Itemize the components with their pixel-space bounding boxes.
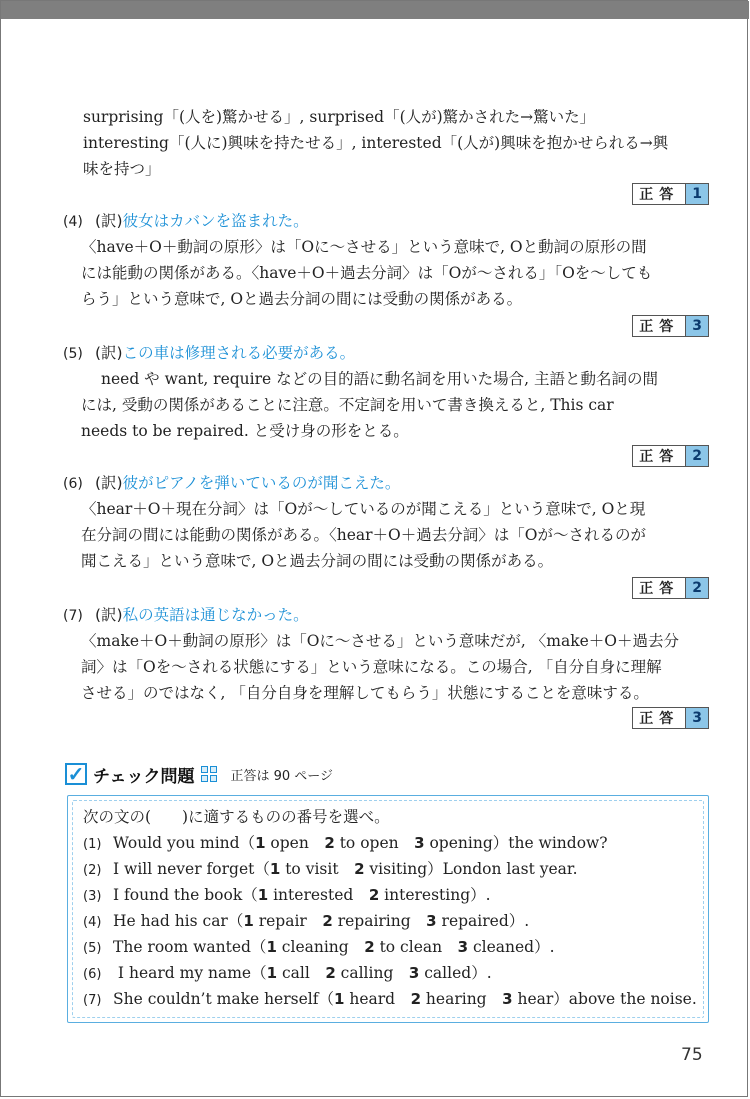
- exercise-item-1: (1) Would you mind（1 open 2 to open 3 opening）the window?: [83, 834, 608, 852]
- checkmark-icon: ✓: [65, 763, 87, 785]
- exercise-item-6: (6) I heard my name（1 call 2 calling 3 called）.: [83, 964, 492, 982]
- check-section-heading: [65, 761, 333, 787]
- top-gutter: [1, 1, 749, 19]
- exercise-item-4: (4) He had his car（1 repair 2 repairing 3 repaired）.: [83, 912, 530, 930]
- question-4-heading: (4) (訳)彼女はカバンを盗まれた。: [63, 212, 309, 230]
- question-5-heading: (5) (訳)この車は修理される必要がある。: [63, 344, 356, 362]
- answer-badge-5: 正答 2: [1, 445, 709, 467]
- exercise-item-2: (2) I will never forget（1 to visit 2 visiting）London last year.: [83, 860, 578, 878]
- question-5-translation: この車は修理される必要がある。: [122, 344, 356, 362]
- intro-line-2: interesting「(人に)興味を持たせる」, interested「(人が)興味を抱かせられる→興: [83, 134, 669, 152]
- question-6-line-2: 在分詞の間には能動の関係がある。〈hear＋O＋過去分詞〉は「Oが～されるのが: [81, 526, 646, 544]
- question-6-heading: (6) (訳)彼がピアノを弾いているのが聞こえた。: [63, 474, 401, 492]
- exercise-item-7: (7) She couldn’t make herself（1 heard 2 hearing 3 hear）above the noise.: [83, 990, 697, 1008]
- question-5-line-3: needs to be repaired. と受け身の形をとる。: [81, 422, 409, 440]
- question-4-line-3: らう」という意味で, Oと過去分詞の間には受動の関係がある。: [81, 290, 523, 308]
- question-7-translation: 私の英語は通じなかった。: [122, 606, 309, 624]
- answer-badge-1: 正答 1: [1, 183, 709, 205]
- exercise-item-5: (5) The room wanted（1 cleaning 2 to clean 3 cleaned）.: [83, 938, 555, 956]
- question-6-translation: 彼がピアノを弾いているのが聞こえた。: [122, 474, 401, 492]
- question-4-line-1: 〈have＋O＋動詞の原形〉は「Oに～させる」という意味で, Oと動詞の原形の間: [81, 238, 647, 256]
- grid-icon: [201, 766, 217, 782]
- question-6-line-3: 聞こえる」という意味で, Oと過去分詞の間には受動の関係がある。: [81, 552, 554, 570]
- question-4-translation: 彼女はカバンを盗まれた。: [122, 212, 309, 230]
- question-6-line-1: 〈hear＋O＋現在分詞〉は「Oが～しているのが聞こえる」という意味で, Oと現: [81, 500, 646, 518]
- question-7-heading: (7) (訳)私の英語は通じなかった。: [63, 606, 309, 624]
- intro-line-1: surprising「(人を)驚かせる」, surprised「(人が)驚かされた→驚いた」: [83, 108, 596, 126]
- page-number: 75: [681, 1045, 703, 1065]
- question-5-line-2: には, 受動の関係があることに注意。不定詞を用いて書き換えると, This car: [81, 396, 614, 414]
- question-7-line-3: させる」のではなく, 「自分自身を理解してもらう」状態にすることを意味する。: [81, 684, 649, 702]
- answer-badge-4: 正答 3: [1, 315, 709, 337]
- answer-badge-6: 正答 2: [1, 577, 709, 599]
- check-title: チェック問題: [93, 766, 195, 787]
- exercise-instruction: 次の文の( )に適するものの番号を選べ。: [83, 808, 390, 826]
- check-answer-page: 正答は 90 ページ: [230, 768, 334, 784]
- question-7-line-2: 詞〉は「Oを～される状態にする」という意味になる。この場合, 「自分自身に理解: [81, 658, 662, 676]
- question-7-line-1: 〈make＋O＋動詞の原形〉は「Oに～させる」という意味だが, 〈make＋O＋過去分: [81, 632, 679, 650]
- question-5-line-1: need や want, require などの目的語に動名詞を用いた場合, 主語と動名詞の間: [101, 370, 658, 388]
- exercise-item-3: (3) I found the book（1 interested 2 interesting）.: [83, 886, 491, 904]
- intro-line-3: 味を持つ」: [83, 160, 161, 178]
- answer-badge-7: 正答 3: [1, 707, 709, 729]
- question-4-line-2: には能動の関係がある。〈have＋O＋過去分詞〉は「Oが～される」「Oを～しても: [81, 264, 653, 282]
